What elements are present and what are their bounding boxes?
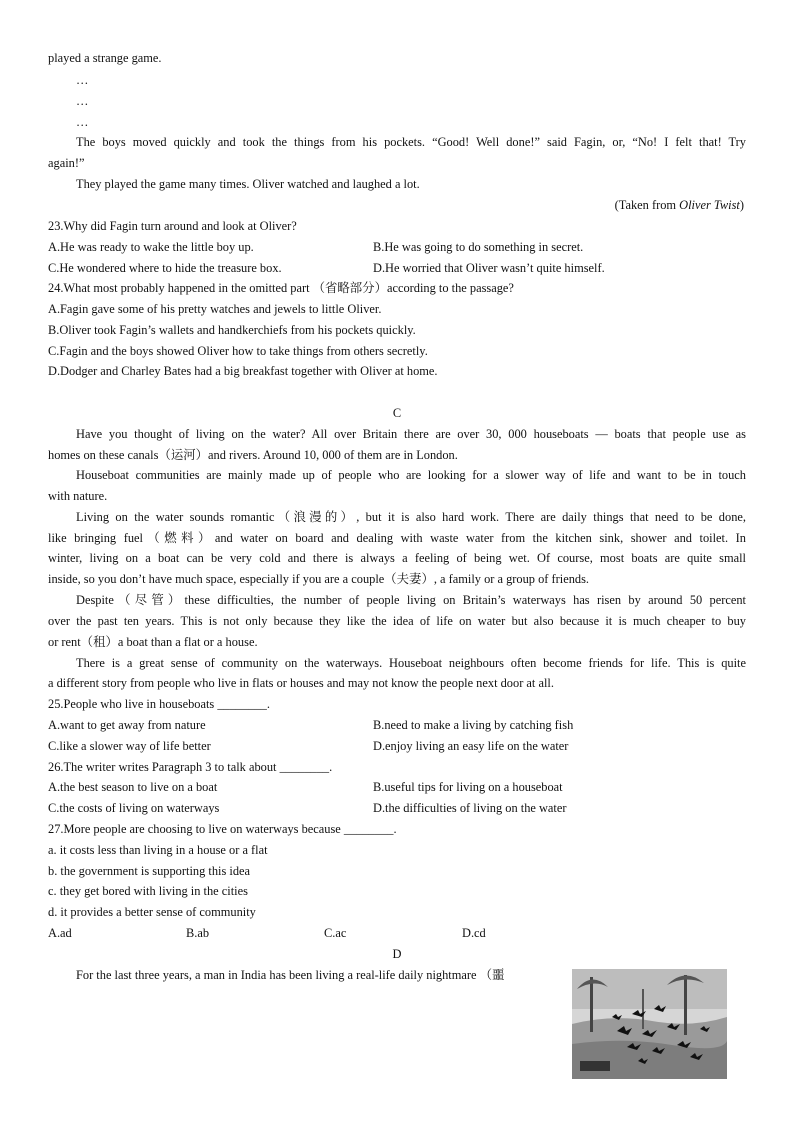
passage-line: Living on the water sounds romantic（浪漫的）, but it is also hard work. There are daily things that need to be done, [76,510,746,524]
answer-options-row [48,925,600,941]
answer-option: C.the costs of living on waterways D.the difficulties of living on the water [48,801,567,815]
passage-line: a different story from people who live in flats or houses and may not know the people next door at all. [48,676,554,690]
section-heading: C [392,406,402,420]
source-citation: (Taken from Oliver Twist) [614,198,744,212]
answer-option: D.cd [462,926,486,940]
passage-line: For the last three years, a man in India has been living a real-life daily nightmare （噩 [76,968,505,982]
passage-line: They played the game many times. Oliver watched and laughed a lot. [76,177,420,191]
answer-option: C.ac [324,926,347,940]
answer-option: C.He wondered where to hide the treasure box. D.He worried that Oliver wasn’t quite himself. [48,261,605,275]
answer-option: C.Fagin and the boys showed Oliver how to take things from others secretly. [48,344,428,358]
question-stem: 24.What most probably happened in the omitted part （省略部分）according to the passage? [48,281,514,295]
ellipsis: … [76,115,89,129]
passage-line: There is a great sense of community on the waterways. Houseboat neighbours often become friends for life. This is quite [76,656,746,670]
ellipsis: … [76,73,89,87]
passage-line: again!” [48,156,85,170]
answer-option: A.ad [48,926,72,940]
birds-photo-graphic [572,969,727,1079]
passage-line: Houseboat communities are mainly made up of people who are looking for a slower way of life and want to be in touch [76,468,746,482]
passage-line: over the past ten years. This is not only because they like the idea of life on water but also because it is much cheaper to buy [48,614,746,628]
birds-photo [572,969,727,1079]
answer-option: D.He worried that Oliver wasn’t quite himself. [373,261,605,275]
answer-option: D.enjoy living an easy life on the water [373,739,569,753]
question-stem: 26.The writer writes Paragraph 3 to talk about ________. [48,760,333,774]
answer-option: B.need to make a living by catching fish [373,718,574,732]
question-stem: 27.More people are choosing to live on waterways because ________. [48,822,397,836]
answer-option: A.the best season to live on a boat B.useful tips for living on a houseboat [48,780,563,794]
passage-line: with nature. [48,489,108,503]
answer-option: A.want to get away from nature B.need to make a living by catching fish [48,718,574,732]
passage-line: like bringing fuel（燃料）and water on board and dealing with waste water from the kitchen sink, shower and toilet. In [48,531,746,545]
passage-line: Despite（尽管）these difficulties, the number of people living on Britain’s waterways has risen by around 50 percent [76,593,746,607]
statement: b. the government is supporting this idea [48,864,251,878]
question-stem: 25.People who live in houseboats ________. [48,697,270,711]
answer-option: B.ab [186,926,210,940]
passage-line: or rent（租）a boat than a flat or a house. [48,635,258,649]
section-heading: D [392,947,402,961]
statement: c. they get bored with living in the cities [48,884,248,898]
passage-line: inside, so you don’t have much space, especially if you are a couple（夫妻）, a family or a group of friends. [48,572,590,586]
statement: d. it provides a better sense of community [48,905,256,919]
answer-option: B.useful tips for living on a houseboat [373,780,563,794]
answer-option: A.Fagin gave some of his pretty watches and jewels to little Oliver. [48,302,382,316]
answer-option: B.He was going to do something in secret. [373,240,584,254]
answer-option: D.Dodger and Charley Bates had a big breakfast together with Oliver at home. [48,364,438,378]
passage-line: homes on these canals（运河）and rivers. Around 10, 000 of them are in London. [48,448,458,462]
source-title: Oliver Twist [679,198,740,212]
passage-line: winter, living on a boat can be very cold and there is always a feeling of being wet. Of course, most boats are quite small [48,551,746,565]
answer-option: B.Oliver took Fagin’s wallets and handkerchiefs from his pockets quickly. [48,323,416,337]
passage-line: The boys moved quickly and took the things from his pockets. “Good! Well done!” said Fagin, or, “No! I felt that! Try [76,135,746,149]
question-stem: 23.Why did Fagin turn around and look at Oliver? [48,219,297,233]
passage-line: Have you thought of living on the water? All over Britain there are over 30, 000 houseboats — boats that people use as [76,427,746,441]
answer-option: C.like a slower way of life better D.enjoy living an easy life on the water [48,739,569,753]
statement: a. it costs less than living in a house or a flat [48,843,268,857]
ellipsis: … [76,94,89,108]
answer-option: A.He was ready to wake the little boy up. B.He was going to do something in secret. [48,240,584,254]
passage-line: played a strange game. [48,51,162,65]
answer-option: D.the difficulties of living on the water [373,801,567,815]
